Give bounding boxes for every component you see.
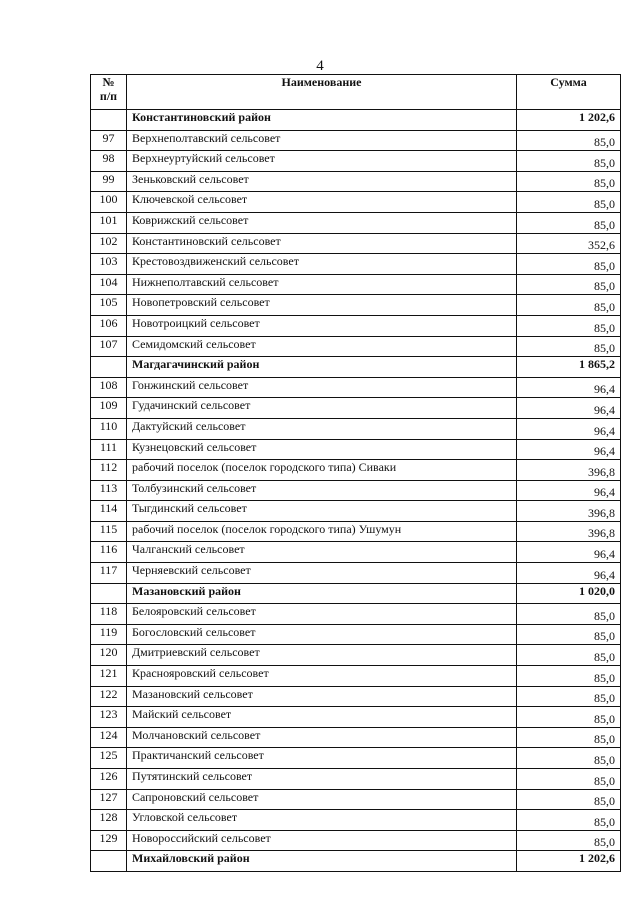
row-number: 120 (91, 645, 127, 666)
table-row (91, 727, 621, 748)
row-number: 125 (91, 748, 127, 769)
table-header-row (91, 75, 621, 110)
row-name: Кузнецовский сельсовет (127, 439, 517, 460)
row-number: 128 (91, 810, 127, 831)
row-sum: 96,4 (517, 398, 621, 419)
row-number: 103 (91, 254, 127, 275)
row-number: 111 (91, 439, 127, 460)
row-sum: 85,0 (517, 130, 621, 151)
row-sum: 85,0 (517, 604, 621, 625)
table-row (91, 563, 621, 584)
row-sum: 85,0 (517, 212, 621, 233)
row-sum: 85,0 (517, 810, 621, 831)
row-name: Чалганский сельсовет (127, 542, 517, 563)
row-name: Угловской сельсовет (127, 810, 517, 831)
row-number (91, 110, 127, 131)
row-sum: 85,0 (517, 254, 621, 275)
table-row (91, 233, 621, 254)
table-row (91, 542, 621, 563)
table-row (91, 398, 621, 419)
row-sum: 396,8 (517, 460, 621, 481)
table-row (91, 254, 621, 275)
row-sum: 85,0 (517, 666, 621, 687)
table-row (91, 789, 621, 810)
row-number: 116 (91, 542, 127, 563)
row-sum: 85,0 (517, 171, 621, 192)
header-number (91, 75, 127, 110)
table-row (91, 624, 621, 645)
table-row (91, 192, 621, 213)
row-number: 117 (91, 563, 127, 584)
row-number: 107 (91, 336, 127, 357)
table-row (91, 645, 621, 666)
row-number: 123 (91, 707, 127, 728)
row-sum: 96,4 (517, 480, 621, 501)
row-name: Сапроновский сельсовет (127, 789, 517, 810)
row-sum: 85,0 (517, 727, 621, 748)
row-sum: 85,0 (517, 686, 621, 707)
row-name: Магдагачинский район (127, 357, 517, 378)
row-name: Тыгдинский сельсовет (127, 501, 517, 522)
row-sum: 96,4 (517, 377, 621, 398)
row-name: Дактуйский сельсовет (127, 418, 517, 439)
row-name: Толбузинский сельсовет (127, 480, 517, 501)
row-number (91, 851, 127, 872)
row-sum: 85,0 (517, 789, 621, 810)
table-row (91, 151, 621, 172)
row-number: 110 (91, 418, 127, 439)
table-row (91, 707, 621, 728)
table-row (91, 171, 621, 192)
row-number: 124 (91, 727, 127, 748)
header-number-abbr: п/п (99, 89, 118, 103)
row-number: 101 (91, 212, 127, 233)
row-name: Коврижский сельсовет (127, 212, 517, 233)
table-row (91, 521, 621, 542)
row-sum: 96,4 (517, 542, 621, 563)
row-name: Новотроицкий сельсовет (127, 315, 517, 336)
row-sum: 396,8 (517, 521, 621, 542)
row-name: Мазановский сельсовет (127, 686, 517, 707)
row-name: Молчановский сельсовет (127, 727, 517, 748)
row-name: Гудачинский сельсовет (127, 398, 517, 419)
table-row (91, 686, 621, 707)
row-sum: 1 020,0 (517, 583, 621, 604)
district-row (91, 357, 621, 378)
row-number: 115 (91, 521, 127, 542)
table-row (91, 769, 621, 790)
row-sum: 85,0 (517, 769, 621, 790)
row-sum: 85,0 (517, 707, 621, 728)
table-row (91, 501, 621, 522)
row-name: Черняевский сельсовет (127, 563, 517, 584)
row-sum: 85,0 (517, 151, 621, 172)
row-name: Константиновский район (127, 110, 517, 131)
row-number: 129 (91, 830, 127, 851)
row-name: Новопетровский сельсовет (127, 295, 517, 316)
row-name: Белояровский сельсовет (127, 604, 517, 625)
row-name: Константиновский сельсовет (127, 233, 517, 254)
row-sum: 96,4 (517, 563, 621, 584)
row-number (91, 357, 127, 378)
table-row (91, 377, 621, 398)
header-number-sign: № (102, 75, 115, 89)
row-sum: 85,0 (517, 274, 621, 295)
row-name: Верхнеуртуйский сельсовет (127, 151, 517, 172)
allocation-table (90, 74, 621, 872)
row-sum: 85,0 (517, 336, 621, 357)
row-name: Мазановский район (127, 583, 517, 604)
row-name: Зеньковский сельсовет (127, 171, 517, 192)
table-row (91, 810, 621, 831)
district-row (91, 583, 621, 604)
row-sum: 1 865,2 (517, 357, 621, 378)
header-sum: Сумма (517, 75, 621, 110)
table-body (91, 110, 621, 872)
row-name: Нижнеполтавский сельсовет (127, 274, 517, 295)
row-name: Семидомский сельсовет (127, 336, 517, 357)
row-number: 105 (91, 295, 127, 316)
row-sum: 85,0 (517, 295, 621, 316)
row-name: Крестовоздвиженский сельсовет (127, 254, 517, 275)
row-sum: 352,6 (517, 233, 621, 254)
row-number: 102 (91, 233, 127, 254)
row-number: 99 (91, 171, 127, 192)
row-sum: 85,0 (517, 315, 621, 336)
row-number: 100 (91, 192, 127, 213)
row-number: 119 (91, 624, 127, 645)
district-row (91, 851, 621, 872)
row-sum: 396,8 (517, 501, 621, 522)
table-row (91, 295, 621, 316)
table-row (91, 212, 621, 233)
table-row (91, 130, 621, 151)
row-name: Майский сельсовет (127, 707, 517, 728)
row-name: Богословский сельсовет (127, 624, 517, 645)
row-number: 112 (91, 460, 127, 481)
row-sum: 85,0 (517, 748, 621, 769)
table-row (91, 336, 621, 357)
row-name: Ключевской сельсовет (127, 192, 517, 213)
table-row (91, 418, 621, 439)
row-sum: 96,4 (517, 418, 621, 439)
row-sum: 85,0 (517, 624, 621, 645)
table-row (91, 604, 621, 625)
row-number: 98 (91, 151, 127, 172)
row-number (91, 583, 127, 604)
row-number: 104 (91, 274, 127, 295)
row-number: 109 (91, 398, 127, 419)
table-row (91, 480, 621, 501)
row-sum: 96,4 (517, 439, 621, 460)
row-number: 121 (91, 666, 127, 687)
row-name: Верхнеполтавский сельсовет (127, 130, 517, 151)
row-number: 118 (91, 604, 127, 625)
row-name: Новороссийский сельсовет (127, 830, 517, 851)
row-name: рабочий поселок (поселок городского типа) Сиваки (127, 460, 517, 481)
row-name: Путятинский сельсовет (127, 769, 517, 790)
row-number: 114 (91, 501, 127, 522)
table-row (91, 748, 621, 769)
row-sum: 1 202,6 (517, 110, 621, 131)
header-name: Наименование (127, 75, 517, 110)
row-name: Дмитриевский сельсовет (127, 645, 517, 666)
table-row (91, 439, 621, 460)
row-number: 127 (91, 789, 127, 810)
row-number: 126 (91, 769, 127, 790)
page-number: 4 (316, 58, 324, 74)
row-name: Михайловский район (127, 851, 517, 872)
row-name: рабочий поселок (поселок городского типа) Ушумун (127, 521, 517, 542)
table-row (91, 274, 621, 295)
table-row (91, 830, 621, 851)
row-name: Гонжинский сельсовет (127, 377, 517, 398)
row-sum: 1 202,6 (517, 851, 621, 872)
table-row (91, 460, 621, 481)
table-row (91, 666, 621, 687)
row-number: 113 (91, 480, 127, 501)
table-row (91, 315, 621, 336)
row-name: Краснояровский сельсовет (127, 666, 517, 687)
row-sum: 85,0 (517, 645, 621, 666)
row-sum: 85,0 (517, 192, 621, 213)
district-row (91, 110, 621, 131)
row-number: 122 (91, 686, 127, 707)
row-number: 108 (91, 377, 127, 398)
row-number: 97 (91, 130, 127, 151)
row-name: Практичанский сельсовет (127, 748, 517, 769)
row-sum: 85,0 (517, 830, 621, 851)
row-number: 106 (91, 315, 127, 336)
